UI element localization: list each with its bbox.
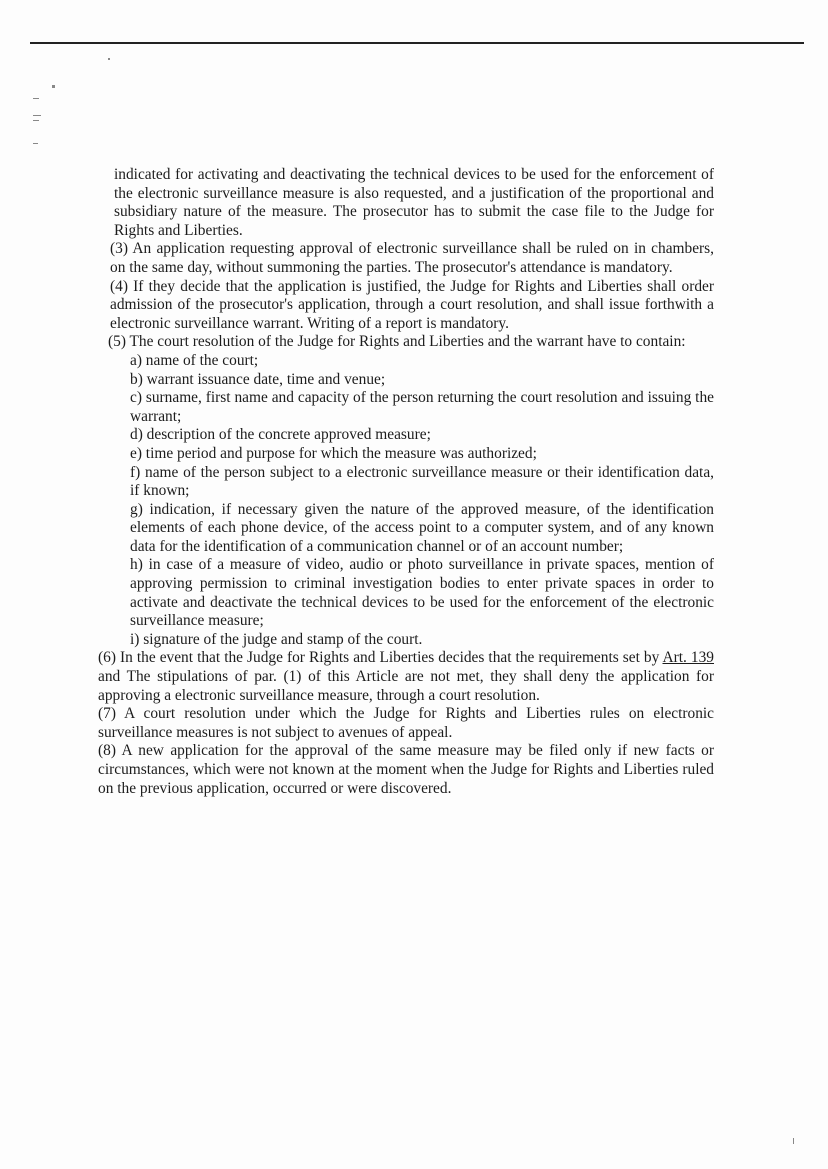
list-item: a) name of the court; (130, 351, 259, 369)
paragraph: indicated for activating and deactivating the technical devices to be used for the enforcement of the electronic surveillance measure is also requested, and a justification of the proportional and subsidiary nature of the measure. The prosecutor has to submit the case file to the Judge for Rights and Liberties. (114, 166, 714, 239)
scan-speck (793, 1138, 794, 1144)
scan-speck (108, 58, 110, 60)
document-body (98, 166, 714, 798)
list-item: e) time period and purpose for which the measure was authorized; (130, 444, 537, 462)
article-139-link[interactable]: Art. 139 (662, 649, 714, 667)
paragraph-6 (98, 649, 714, 705)
paragraph-6-before: (6) In the event that the Judge for Rights and Liberties decides that the requirements set by (98, 649, 663, 667)
paragraph: (4) If they decide that the application is justified, the Judge for Rights and Liberties shall order admission of the prosecutor's application, through a court resolution, and shall issue forthwith a electronic surveillance warrant. Writing of a report is mandatory. (110, 277, 714, 332)
paragraph-6-after: and The stipulations of par. (1) of this Article are not met, they shall deny the application for approving a electronic surveillance measure, through a court resolution. (98, 668, 714, 704)
scan-speck (52, 85, 55, 88)
list-item: i) signature of the judge and stamp of the court. (130, 630, 423, 648)
scan-speck (33, 120, 39, 121)
scan-speck (33, 143, 38, 144)
list-item: c) surname, first name and capacity of the person returning the court resolution and issuing the warrant; (130, 389, 714, 425)
list-item: g) indication, if necessary given the nature of the approved measure, of the identification elements of each phone device, of the access point to a computer system, and of any known data for the identification of a communication channel or of an account number; (130, 500, 714, 555)
scan-speck (33, 115, 41, 116)
scan-speck (33, 98, 39, 99)
list-item: h) in case of a measure of video, audio or photo surveillance in private spaces, mention of approving permission to criminal investigation bodies to enter private spaces in order to activate and deactivate the technical devices to be used for the enforcement of the electronic surveillance measure; (130, 556, 714, 630)
top-rule (30, 42, 804, 44)
list-item: b) warrant issuance date, time and venue; (130, 370, 386, 388)
list-item: d) description of the concrete approved measure; (130, 426, 431, 444)
paragraph: (5) The court resolution of the Judge for Rights and Liberties and the warrant have to contain: (108, 333, 686, 351)
paragraph-7: (7) A court resolution under which the Judge for Rights and Liberties rules on electronic surveillance measures is not subject to avenues of appeal. (98, 705, 714, 741)
paragraph: (3) An application requesting approval of electronic surveillance shall be ruled on in chambers, on the same day, without summoning the parties. The prosecutor's attendance is mandatory. (110, 240, 714, 276)
list-item: f) name of the person subject to a electronic surveillance measure or their identification data, if known; (130, 463, 714, 500)
paragraph-8: (8) A new application for the approval of the same measure may be filed only if new facts or circumstances, which were not known at the moment when the Judge for Rights and Liberties ruled on the previous application, occurred or were discovered. (98, 742, 714, 797)
